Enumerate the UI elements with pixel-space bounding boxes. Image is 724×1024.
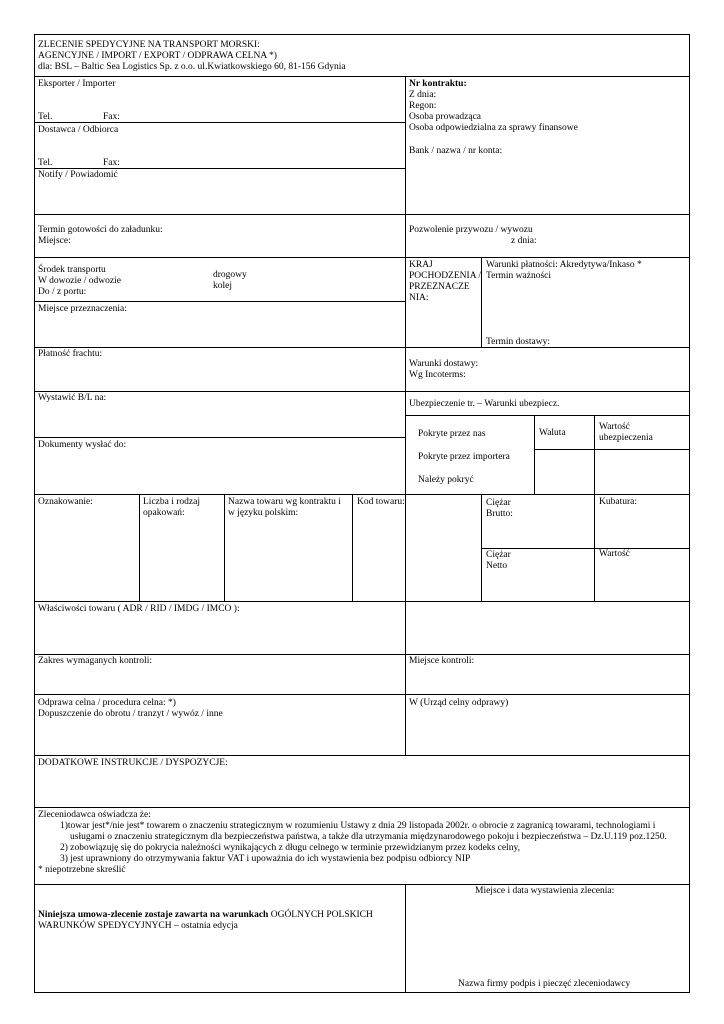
form-border-top xyxy=(34,34,690,35)
divider xyxy=(34,76,690,77)
declaration-point-2: 2) zobowiązuję się do pokrycia należności wynikających z długu celnego w terminie przewidzianym przez kodeks celny, xyxy=(60,843,520,853)
divider xyxy=(34,884,690,885)
divider xyxy=(594,415,595,494)
controls-scope-label: Zakres wymaganych kontroli: xyxy=(38,656,152,666)
volume-label: Kubatura: xyxy=(599,497,637,507)
packages-label-line2: opakowań: xyxy=(143,508,185,518)
divider xyxy=(34,437,405,438)
signature-label: Nazwa firmy podpis i pieczęć zleceniodawcy xyxy=(458,979,631,989)
transport-inland-label: W dowozie / odwozie xyxy=(38,276,121,286)
divider xyxy=(224,494,225,601)
goods-name-label-line1: Nazwa towaru wg kontraktu i xyxy=(228,497,341,507)
finance-person-label: Osoba odpowiedzialna za sprawy finansowe xyxy=(409,123,578,133)
permit-date-label: z dnia: xyxy=(511,236,537,246)
exporter-tel-label: Tel. xyxy=(38,112,53,122)
send-docs-label: Dokumenty wysłać do: xyxy=(38,440,127,450)
transport-road-option: drogowy xyxy=(213,270,247,280)
marking-label: Oznakowanie: xyxy=(38,497,93,507)
regon-label: Regon: xyxy=(409,101,437,111)
contract-date-label: Z dnia: xyxy=(409,90,437,100)
payment-terms-label: Warunki płatności: Akredytywa/Inkaso * xyxy=(486,260,642,270)
declaration-point-1b: usługami o znaczeniu strategicznym dla bezpieczeństwa państwa, a także dla utrzymania międzynarodowego pokoju i bezpieczeństwa – Dz.U.119 poz.1250. xyxy=(70,832,667,842)
insurance-title: Ubezpieczenie tr. – Warunki ubezpiecz. xyxy=(409,399,560,409)
net-weight-label-line1: Ciężar xyxy=(486,550,511,560)
divider xyxy=(34,301,405,302)
readiness-place-label: Miejsce: xyxy=(38,236,71,246)
customs-procedure-label: Odprawa celna / procedura celna: *) xyxy=(38,698,176,708)
validity-label: Termin ważności xyxy=(486,271,552,281)
supplier-label: Dostawca / Odbiorca xyxy=(38,125,119,135)
divider xyxy=(405,884,406,992)
divider xyxy=(481,494,482,601)
notify-label: Notify / Powiadomić xyxy=(38,170,118,180)
gross-weight-label-line2: Brutto: xyxy=(486,509,513,519)
controls-place-label: Miejsce kontroli: xyxy=(409,656,475,666)
form-border-bottom xyxy=(34,992,690,993)
goods-value-label: Wartość xyxy=(599,549,630,559)
insured-value-label-line2: ubezpieczenia xyxy=(599,433,653,443)
origin-label-line1: KRAJ xyxy=(409,260,433,270)
bank-label: Bank / nazwa / nr konta: xyxy=(409,146,503,156)
goods-code-label: Kod towaru: xyxy=(357,497,405,507)
delivery-term-label: Termin dostawy: xyxy=(486,337,550,347)
divider xyxy=(34,654,690,655)
transport-port-label: Do / z portu: xyxy=(38,287,87,297)
divider xyxy=(34,494,690,495)
transport-rail-option: kolej xyxy=(213,281,232,291)
exporter-label: Eksporter / Importer xyxy=(38,79,116,89)
divider xyxy=(481,257,482,347)
currency-label: Waluta xyxy=(539,428,566,438)
terms-statement-bold: Niniejsza umowa-zlecenie zostaje zawarta na warunkach xyxy=(38,910,269,920)
origin-label-line2: POCHODZENIA / xyxy=(409,271,482,281)
declaration-point-3: 3) jest uprawniony do otrzymywania faktur VAT i upoważnia do ich wystawienia bez podpisu odbiorcy NIP xyxy=(60,854,471,864)
divider xyxy=(34,347,690,348)
form-border-left xyxy=(34,34,35,993)
place-date-label: Miejsce i data wystawienia zlecenia: xyxy=(475,886,615,896)
declaration-point-1a: 1)towar jest*/nie jest* towarem o znaczeniu strategicznym w rozumieniu Ustawy z dnia 29 listopada 2002r. o obrocie z zagranicą towarami, technologiami i xyxy=(60,821,656,831)
declaration-intro: Zleceniodawca oświadcza że: xyxy=(38,810,151,820)
covered-by-importer-label: Pokryte przez importera xyxy=(418,452,510,462)
destination-label: Miejsce przeznaczenia: xyxy=(38,304,127,314)
customs-options-label: Dopuszczenie do obrotu / tranzyt / wywóz / inne xyxy=(38,709,223,719)
transport-means-label: Środek transportu xyxy=(38,265,106,275)
declaration-footnote: * niepotrzebne skreślić xyxy=(38,865,126,875)
packages-label-line1: Liczba i rodzaj xyxy=(143,497,200,507)
additional-instructions-label: DODATKOWE INSTRUKCJE / DYSPOZYCJE: xyxy=(38,758,228,768)
terms-statement-line2: WARUNKÓW SPEDYCYJNYCH – ostatnia edycja xyxy=(38,921,238,931)
goods-name-label-line2: w języku polskim: xyxy=(228,508,299,518)
bl-label: Wystawić B/L na: xyxy=(38,393,107,403)
origin-label-line3: PRZEZNACZE xyxy=(409,282,470,292)
net-weight-label-line2: Netto xyxy=(486,561,508,571)
freight-payment-label: Płatność frachtu: xyxy=(38,349,103,359)
divider xyxy=(34,694,690,695)
divider xyxy=(34,601,690,602)
divider xyxy=(139,494,140,601)
exporter-fax-label: Fax: xyxy=(103,112,120,122)
readiness-term-label: Termin gotowości do załadunku: xyxy=(38,225,163,235)
divider xyxy=(534,415,535,494)
gross-weight-label-line1: Ciężar xyxy=(486,498,511,508)
insured-value-label-line1: Wartość xyxy=(599,422,630,432)
goods-properties-label: Właściwości towaru ( ADR / RID / IMDG / IMCO ): xyxy=(38,604,240,614)
to-cover-label: Należy pokryć xyxy=(418,475,474,485)
delivery-conditions-label: Warunki dostawy: xyxy=(409,359,479,369)
incoterms-label: Wg Incoterms: xyxy=(409,370,466,380)
terms-statement xyxy=(38,910,373,921)
divider xyxy=(352,494,353,601)
divider xyxy=(34,755,690,756)
divider xyxy=(34,168,405,169)
origin-label-line4: NIA: xyxy=(409,293,429,303)
divider xyxy=(34,122,405,123)
divider xyxy=(405,415,690,416)
divider xyxy=(34,391,690,392)
form-title: ZLECENIE SPEDYCYJNE NA TRANSPORT MORSKI: xyxy=(38,40,260,50)
supplier-tel-label: Tel. xyxy=(38,158,53,168)
divider xyxy=(481,548,690,549)
form-subtitle: AGENCYJNE / IMPORT / EXPORT / ODPRAWA CELNA *) xyxy=(38,51,277,61)
contract-number-label: Nr kontraktu: xyxy=(409,79,467,89)
covered-by-us-label: Pokryte przez nas xyxy=(418,429,486,439)
divider xyxy=(34,214,690,215)
supplier-fax-label: Fax: xyxy=(103,158,120,168)
form-border-right xyxy=(689,34,690,993)
form-recipient: dla: BSL – Baltic Sea Logistics Sp. z o.o. ul.Kwiatkowskiego 60, 81-156 Gdynia xyxy=(38,62,346,72)
divider xyxy=(34,257,690,258)
divider xyxy=(34,807,690,808)
terms-statement-rest: OGÓLNYCH POLSKICH xyxy=(268,910,373,920)
customs-office-label: W (Urząd celny odprawy) xyxy=(409,698,509,708)
divider xyxy=(594,494,595,601)
divider xyxy=(405,76,406,755)
divider xyxy=(534,449,690,450)
contact-person-label: Osoba prowadząca xyxy=(409,112,482,122)
permit-label: Pozwolenie przywozu / wywozu xyxy=(409,225,533,235)
